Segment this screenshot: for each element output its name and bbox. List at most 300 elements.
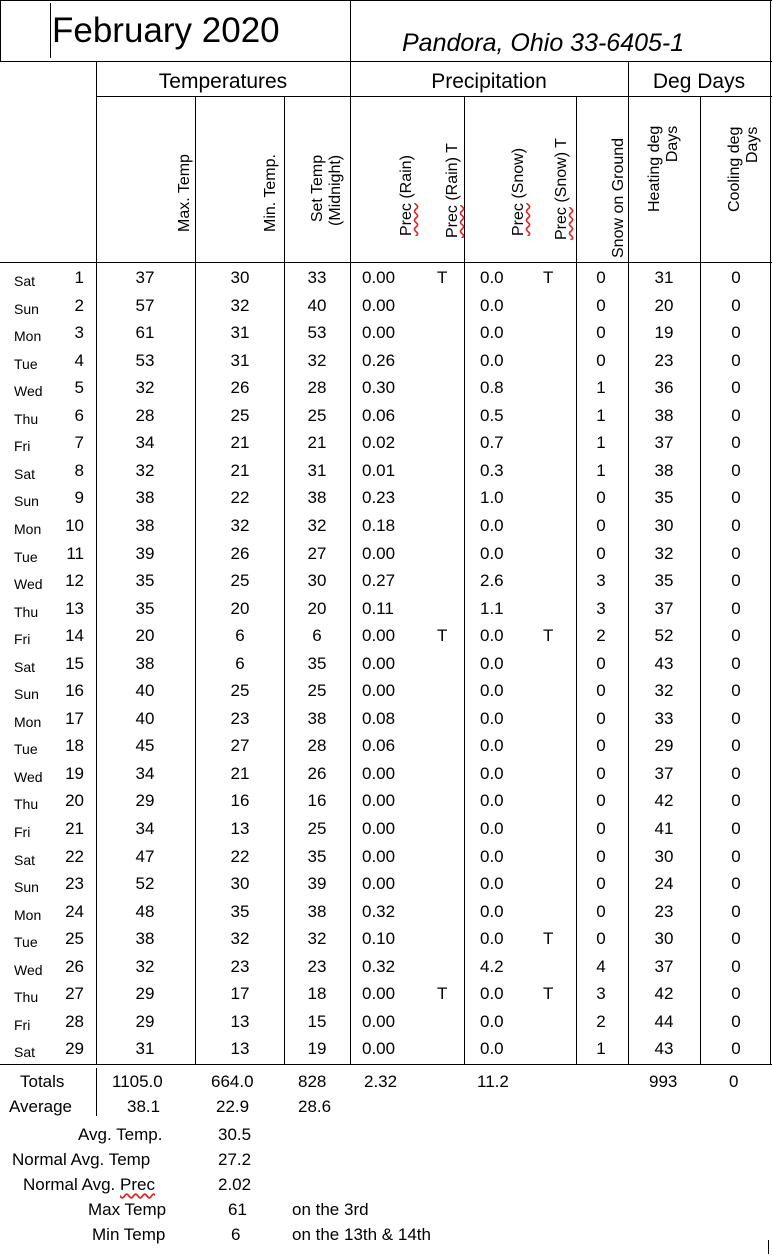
max-temp-value: 38 [135, 515, 155, 535]
day-number: 16 [65, 681, 84, 701]
cooling-deg-days-value: 0 [731, 488, 741, 508]
col-snow-ground: Snow on Ground [610, 137, 627, 258]
cooling-deg-days-value: 0 [731, 433, 741, 453]
day-of-week: Sun [14, 686, 39, 703]
min-temp-value: 22 [230, 846, 250, 866]
snow-ground-value: 0 [596, 763, 606, 783]
day-of-week: Fri [14, 1016, 31, 1033]
rule-groups [96, 96, 772, 97]
min-temp-value: 32 [230, 929, 250, 949]
heating-deg-days-value: 37 [654, 763, 674, 783]
cooling-deg-days-value: 0 [731, 763, 741, 783]
min-temp-value: 35 [230, 901, 250, 921]
totals-heat: 993 [649, 1072, 678, 1091]
day-number: 12 [65, 571, 84, 591]
prec-snow-trace: T [543, 929, 554, 949]
prec-rain-value: 0.23 [362, 488, 396, 508]
rule-title-bar [50, 3, 51, 58]
day-number: 22 [65, 846, 84, 866]
day-number: 17 [65, 708, 84, 728]
min-temp-value: 31 [230, 323, 250, 343]
max-temp-value: 47 [135, 846, 155, 866]
set-temp-value: 20 [307, 598, 327, 618]
heating-deg-days-value: 44 [654, 1011, 674, 1031]
heating-deg-days-value: 20 [654, 295, 674, 315]
prec-snow-value: 2.6 [480, 571, 504, 591]
day-number: 28 [65, 1011, 84, 1031]
cooling-deg-days-value: 0 [731, 846, 741, 866]
min-temp-value: 32 [230, 295, 250, 315]
day-number: 27 [65, 984, 84, 1004]
day-number: 6 [74, 405, 84, 425]
rule-c1 [96, 61, 97, 1064]
set-temp-value: 28 [307, 378, 327, 398]
col-prec-rain-t: Prec (Rain) T [444, 143, 461, 238]
prec-rain-value: 0.06 [362, 736, 396, 756]
prec-rain-value: 0.00 [362, 1011, 396, 1031]
set-temp-value: 53 [307, 323, 327, 343]
heating-deg-days-value: 32 [654, 681, 674, 701]
heating-deg-days-value: 31 [654, 268, 674, 287]
snow-ground-value: 0 [596, 295, 606, 315]
day-of-week: Mon [14, 713, 42, 730]
average-set: 28.6 [298, 1097, 332, 1116]
day-of-week: Fri [14, 824, 31, 840]
day-number: 20 [65, 791, 84, 811]
prec-snow-value: 0.0 [480, 350, 504, 370]
snow-ground-value: 0 [596, 350, 606, 370]
rule-c4 [350, 0, 351, 1064]
snow-ground-value: 0 [596, 708, 606, 728]
snow-ground-value: 0 [596, 268, 606, 287]
set-temp-value: 38 [307, 488, 327, 508]
snow-ground-value: 3 [596, 598, 606, 618]
prec-snow-value: 0.0 [480, 1011, 504, 1031]
max-temp-value: 32 [135, 378, 155, 398]
prec-snow-value: 0.0 [480, 295, 504, 315]
heating-deg-days-value: 30 [654, 929, 674, 949]
average-min: 22.9 [216, 1097, 250, 1116]
prec-rain-value: 0.00 [362, 653, 396, 673]
snow-ground-value: 0 [596, 543, 606, 563]
prec-rain-value: 0.00 [362, 268, 396, 287]
min-temp-value: 25 [230, 681, 250, 701]
cooling-deg-days-value: 0 [731, 708, 741, 728]
avg-temp-value: 30.5 [218, 1125, 252, 1144]
col-prec-snow-t: Prec (Snow) T [553, 138, 570, 240]
day-number: 25 [65, 929, 84, 949]
prec-rain-value: 0.00 [362, 846, 396, 866]
totals-rain: 2.32 [364, 1072, 398, 1091]
day-number: 4 [74, 350, 84, 370]
prec-rain-value: 0.32 [362, 956, 396, 976]
set-temp-value: 32 [307, 929, 327, 949]
group-temperatures: Temperatures [158, 70, 288, 93]
set-temp-value: 40 [307, 295, 327, 315]
min-temp-value: 21 [230, 763, 250, 783]
day-number: 11 [66, 543, 84, 563]
day-number: 24 [65, 901, 84, 921]
snow-ground-value: 0 [596, 488, 606, 508]
prec-rain-value: 0.00 [362, 323, 396, 343]
prec-rain-value: 0.26 [362, 350, 396, 370]
day-of-week: Mon [14, 520, 42, 537]
max-temp-value: 29 [135, 791, 155, 811]
max-temp-value: 48 [135, 901, 155, 921]
min-temp-value: 6 [231, 1225, 241, 1244]
page-title: February 2020 [52, 11, 280, 50]
prec-snow-trace: T [543, 268, 554, 287]
min-temp-value: 23 [230, 708, 250, 728]
max-temp-value: 40 [135, 708, 155, 728]
set-temp-value: 28 [307, 736, 327, 756]
heating-deg-days-value: 19 [654, 323, 674, 343]
totals-label: Totals [20, 1072, 65, 1091]
prec-rain-value: 0.00 [362, 295, 396, 315]
heating-deg-days-value: 30 [654, 846, 674, 866]
min-temp-value: 21 [230, 433, 250, 453]
prec-snow-value: 0.0 [480, 763, 504, 783]
snow-ground-value: 0 [596, 515, 606, 535]
cooling-deg-days-value: 0 [731, 323, 741, 343]
max-temp-value: 20 [135, 626, 155, 646]
prec-rain-value: 0.30 [362, 378, 396, 398]
cooling-deg-days-value: 0 [731, 295, 741, 315]
max-temp-value: 32 [135, 460, 155, 480]
max-temp-value: 35 [135, 598, 155, 618]
totals-min: 664.0 [211, 1072, 254, 1091]
day-of-week: Thu [14, 796, 39, 813]
totals-max: 1105.0 [112, 1072, 163, 1091]
min-temp-value: 26 [230, 378, 250, 398]
cooling-deg-days-value: 0 [731, 984, 741, 1004]
max-temp-value: 38 [135, 488, 155, 508]
day-of-week: Tue [14, 548, 38, 565]
cooling-deg-days-value: 0 [731, 460, 741, 480]
day-number: 2 [74, 295, 84, 315]
max-temp-value: 31 [135, 1039, 155, 1059]
prec-rain-value: 0.27 [362, 571, 396, 591]
heating-deg-days-value: 33 [654, 708, 674, 728]
prec-snow-value: 0.0 [480, 653, 504, 673]
rule-table-bottom [0, 1064, 772, 1065]
max-temp-value: 34 [135, 763, 155, 783]
cooling-deg-days-value: 0 [731, 929, 741, 949]
min-temp-value: 13 [230, 1039, 250, 1059]
snow-ground-value: 0 [596, 901, 606, 921]
cooling-deg-days-value: 0 [731, 874, 741, 894]
col-set-temp: Set Temp (Midnight) [309, 154, 344, 226]
prec-rain-value: 0.06 [362, 405, 396, 425]
set-temp-value: 35 [307, 653, 327, 673]
prec-snow-trace: T [543, 984, 554, 1004]
set-temp-value: 31 [307, 460, 327, 480]
max-temp-value: 28 [135, 405, 155, 425]
prec-rain-value: 0.00 [362, 874, 396, 894]
min-temp-value: 21 [230, 460, 250, 480]
day-number: 15 [65, 653, 84, 673]
snow-ground-value: 0 [596, 791, 606, 811]
rule-header [0, 262, 772, 263]
cooling-deg-days-value: 0 [731, 791, 741, 811]
day-of-week: Sat [14, 273, 36, 289]
max-temp-value: 34 [135, 819, 155, 838]
heating-deg-days-value: 36 [654, 378, 674, 398]
snow-ground-value: 0 [596, 929, 606, 949]
prec-rain-value: 0.00 [362, 791, 396, 811]
heating-deg-days-value: 29 [654, 736, 674, 756]
edge-mark [768, 1240, 769, 1254]
day-of-week: Sat [14, 658, 36, 675]
prec-rain-trace: T [437, 984, 448, 1004]
day-of-week: Wed [14, 576, 43, 593]
max-temp-value: 29 [135, 1011, 155, 1031]
max-temp-label: Max Temp [88, 1200, 167, 1219]
rule-c1-ext [96, 1068, 97, 1116]
day-of-week: Sun [14, 493, 39, 510]
max-temp-value: 29 [135, 984, 155, 1004]
set-temp-value: 32 [307, 515, 327, 535]
day-of-week: Sun [14, 300, 39, 317]
cooling-deg-days-value: 0 [731, 1039, 741, 1059]
max-temp-value: 57 [135, 295, 155, 315]
heating-deg-days-value: 37 [654, 433, 674, 453]
prec-snow-value: 0.8 [480, 378, 504, 398]
max-temp-value: 37 [135, 268, 155, 287]
prec-rain-value: 0.02 [362, 433, 396, 453]
prec-rain-trace: T [437, 268, 448, 287]
prec-rain-trace: T [437, 626, 448, 646]
normal-avg-temp-label: Normal Avg. Temp [12, 1150, 151, 1169]
cooling-deg-days-value: 0 [731, 515, 741, 535]
heating-deg-days-value: 35 [654, 571, 674, 591]
heating-deg-days-value: 37 [654, 598, 674, 618]
set-temp-value: 39 [307, 874, 327, 894]
snow-ground-value: 0 [596, 819, 606, 838]
max-temp-value: 34 [135, 433, 155, 453]
heating-deg-days-value: 43 [654, 653, 674, 673]
snow-ground-value: 1 [596, 1039, 606, 1059]
set-temp-value: 32 [307, 350, 327, 370]
col-max-temp: Max. Temp [176, 154, 193, 232]
heating-deg-days-value: 30 [654, 515, 674, 535]
day-number: 19 [65, 763, 84, 783]
cooling-deg-days-value: 0 [731, 653, 741, 673]
snow-ground-value: 0 [596, 874, 606, 894]
snow-ground-value: 1 [596, 405, 606, 425]
prec-rain-value: 0.00 [362, 681, 396, 701]
cooling-deg-days-value: 0 [731, 571, 741, 591]
day-of-week: Fri [14, 631, 31, 648]
prec-snow-value: 0.0 [480, 268, 504, 287]
min-temp-value: 22 [230, 488, 250, 508]
col-min-temp: Min. Temp. [262, 154, 279, 232]
prec-rain-value: 0.01 [362, 460, 396, 480]
snow-ground-value: 1 [596, 433, 606, 453]
group-precipitation: Precipitation [431, 70, 547, 93]
day-number: 21 [65, 819, 84, 838]
day-number: 9 [74, 488, 84, 508]
heating-deg-days-value: 38 [654, 405, 674, 425]
totals-cool: 0 [729, 1072, 739, 1091]
min-temp-value: 17 [230, 984, 250, 1004]
min-temp-value: 25 [230, 571, 250, 591]
heating-deg-days-value: 38 [654, 460, 674, 480]
prec-rain-value: 0.00 [362, 819, 396, 838]
rule-left [0, 0, 1, 61]
day-number: 23 [65, 874, 84, 894]
rule-c8 [700, 96, 701, 1064]
snow-ground-value: 0 [596, 653, 606, 673]
max-temp-value: 61 [228, 1200, 247, 1219]
prec-snow-value: 0.0 [480, 515, 504, 535]
day-number: 29 [65, 1039, 84, 1059]
snow-ground-value: 3 [596, 984, 606, 1004]
day-of-week: Wed [14, 961, 43, 978]
snow-ground-value: 0 [596, 681, 606, 701]
average-label: Average [9, 1097, 73, 1116]
prec-snow-value: 0.0 [480, 874, 504, 894]
heating-deg-days-value: 52 [654, 626, 674, 646]
snow-ground-value: 1 [596, 460, 606, 480]
prec-snow-value: 0.0 [480, 1039, 504, 1059]
col-prec-rain: Prec (Rain) [398, 155, 415, 236]
day-of-week: Fri [14, 438, 31, 455]
snow-ground-value: 3 [596, 571, 606, 591]
heating-deg-days-value: 37 [654, 956, 674, 976]
cooling-deg-days-value: 0 [731, 405, 741, 425]
day-number: 5 [74, 378, 84, 398]
max-temp-value: 45 [135, 736, 155, 756]
cooling-deg-days-value: 0 [731, 819, 741, 838]
cooling-deg-days-value: 0 [731, 543, 741, 563]
station-location: Pandora, Ohio 33-6405-1 [402, 29, 685, 57]
heating-deg-days-value: 42 [654, 791, 674, 811]
prec-rain-value: 0.11 [362, 598, 394, 618]
rule-right [770, 0, 771, 1064]
day-of-week: Wed [14, 768, 43, 785]
cooling-deg-days-value: 0 [731, 598, 741, 618]
prec-snow-value: 4.2 [480, 956, 504, 976]
min-temp-value: 30 [230, 268, 250, 287]
rule-c2 [195, 96, 196, 1064]
set-temp-value: 21 [307, 433, 327, 453]
heating-deg-days-value: 24 [654, 874, 674, 894]
prec-rain-value: 0.08 [362, 708, 396, 728]
day-number: 13 [65, 598, 84, 618]
totals-set: 828 [298, 1072, 327, 1091]
snow-ground-value: 2 [596, 626, 606, 646]
min-temp-value: 13 [230, 1011, 250, 1031]
totals-snow: 11.2 [477, 1072, 509, 1091]
prec-rain-value: 0.00 [362, 543, 396, 563]
heating-deg-days-value: 43 [654, 1039, 674, 1059]
prec-rain-value: 0.00 [362, 984, 396, 1004]
cooling-deg-days-value: 0 [731, 626, 741, 646]
prec-snow-value: 0.0 [480, 543, 504, 563]
cooling-deg-days-value: 0 [731, 901, 741, 921]
prec-snow-value: 0.0 [480, 984, 504, 1004]
set-temp-value: 18 [307, 984, 327, 1004]
day-of-week: Wed [14, 383, 43, 400]
normal-avg-prec-label: Normal Avg. Prec [23, 1175, 155, 1194]
prec-snow-value: 0.0 [480, 681, 504, 701]
day-of-week: Tue [14, 934, 38, 951]
set-temp-value: 25 [307, 681, 327, 701]
cooling-deg-days-value: 0 [731, 378, 741, 398]
prec-rain-value: 0.00 [362, 1039, 396, 1059]
prec-rain-value: 0.18 [362, 515, 396, 535]
cooling-deg-days-value: 0 [731, 736, 741, 756]
day-of-week: Thu [14, 989, 39, 1006]
day-of-week: Mon [14, 328, 42, 345]
max-temp-value: 61 [135, 323, 155, 343]
prec-snow-value: 0.0 [480, 901, 504, 921]
normal-avg-temp-value: 27.2 [218, 1150, 252, 1169]
set-temp-value: 15 [307, 1011, 327, 1031]
max-temp-value: 53 [135, 350, 155, 370]
max-temp-value: 35 [135, 571, 155, 591]
heating-deg-days-value: 35 [654, 488, 674, 508]
day-number: 7 [74, 433, 84, 453]
snow-ground-value: 0 [596, 846, 606, 866]
prec-snow-value: 0.0 [480, 819, 504, 838]
cooling-deg-days-value: 0 [731, 681, 741, 701]
day-of-week: Sat [14, 1044, 36, 1061]
day-of-week: Sun [14, 879, 39, 896]
snow-ground-value: 0 [596, 323, 606, 343]
min-temp-value: 32 [230, 515, 250, 535]
heating-deg-days-value: 23 [654, 350, 674, 370]
min-temp-value: 13 [230, 819, 250, 838]
set-temp-value: 27 [307, 543, 327, 563]
avg-temp-label: Avg. Temp. [78, 1125, 163, 1144]
prec-rain-value: 0.00 [362, 763, 396, 783]
prec-snow-value: 0.0 [480, 708, 504, 728]
cooling-deg-days-value: 0 [731, 350, 741, 370]
heating-deg-days-value: 23 [654, 901, 674, 921]
day-number: 8 [74, 460, 84, 480]
prec-snow-value: 0.0 [480, 736, 504, 756]
rule-title [0, 61, 772, 62]
max-temp-value: 38 [135, 929, 155, 949]
max-temp-value: 38 [135, 653, 155, 673]
heating-deg-days-value: 42 [654, 984, 674, 1004]
set-temp-value: 6 [312, 626, 322, 646]
prec-snow-value: 0.0 [480, 929, 504, 949]
min-temp-value: 20 [230, 598, 250, 618]
prec-rain-value: 0.00 [362, 626, 396, 646]
rule-c5 [464, 96, 465, 1064]
set-temp-value: 25 [307, 819, 327, 838]
prec-rain-value: 0.10 [362, 929, 396, 949]
min-temp-value: 25 [230, 405, 250, 425]
max-temp-value: 52 [135, 874, 155, 894]
day-number: 1 [74, 268, 84, 287]
prec-snow-value: 0.0 [480, 791, 504, 811]
day-of-week: Thu [14, 603, 39, 620]
day-number: 10 [65, 515, 84, 535]
min-temp-value: 26 [230, 543, 250, 563]
prec-snow-value: 1.0 [480, 488, 504, 508]
set-temp-value: 16 [307, 791, 327, 811]
rule-c3 [284, 96, 285, 1064]
prec-snow-value: 0.0 [480, 323, 504, 343]
average-max: 38.1 [127, 1097, 161, 1116]
prec-snow-value: 0.3 [480, 460, 504, 480]
prec-snow-value: 0.0 [480, 626, 504, 646]
min-temp-value: 6 [235, 626, 245, 646]
